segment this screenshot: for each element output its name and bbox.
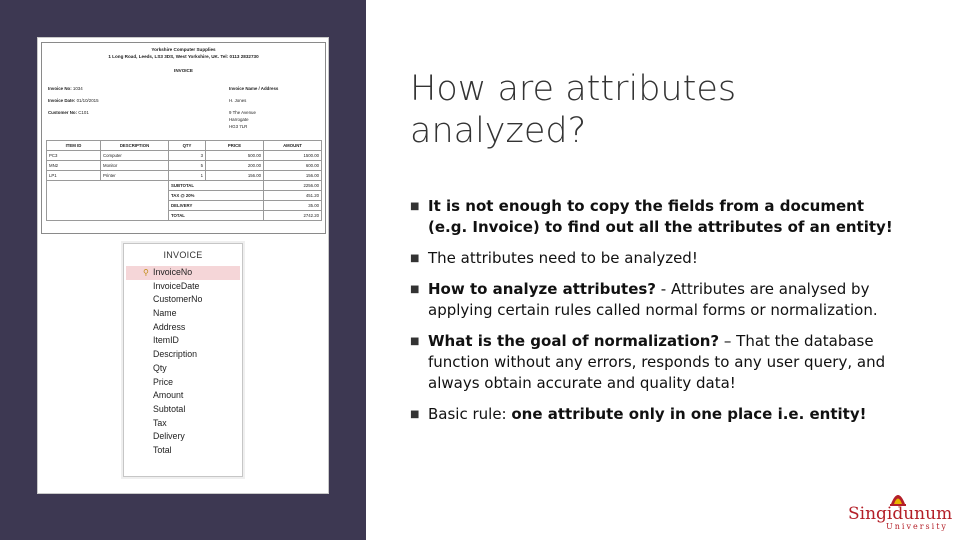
- entity-attribute-primary-key[interactable]: [126, 266, 240, 280]
- totals-label: SUBTOTAL: [169, 181, 264, 191]
- entity-attribute[interactable]: Description: [153, 349, 198, 360]
- table-cell: 1500.00: [264, 151, 322, 161]
- bullet-square-icon: ■: [410, 201, 420, 212]
- table-cell: Monitor: [101, 161, 169, 171]
- name-address-label: Invoice Name / Address: [229, 86, 279, 91]
- table-cell: 156.00: [264, 171, 322, 181]
- logo-sub: University: [886, 522, 948, 531]
- invoice-heading: INVOICE: [174, 68, 193, 73]
- attribute-label: InvoiceNo: [153, 267, 193, 277]
- logo-name: Singidunum: [848, 504, 953, 524]
- entity-attribute[interactable]: Name: [153, 308, 177, 319]
- bullet-bold: How to analyze attributes?: [428, 280, 656, 298]
- table-cell: 156.00: [206, 171, 264, 181]
- entity-attribute[interactable]: Address: [153, 321, 186, 332]
- table-cell: LP1: [47, 171, 101, 181]
- bullet-square-icon: ■: [410, 409, 420, 420]
- entity-attribute[interactable]: Total: [153, 444, 172, 455]
- bullet-text: – That the database function without any errors, responds to any user query, and always obtain accurate and quality data!: [428, 332, 886, 392]
- totals-label: DELIVERY: [169, 201, 264, 211]
- table-cell: Printer: [101, 171, 169, 181]
- table-cell: 3: [169, 151, 206, 161]
- invoice-no: Invoice No: 1034: [48, 86, 83, 91]
- invoice-table: [46, 140, 322, 221]
- table-cell: 200.00: [206, 161, 264, 171]
- entity-attribute[interactable]: Price: [153, 376, 174, 387]
- table-row: [47, 161, 322, 171]
- column-header: QTY: [169, 141, 206, 151]
- column-header: PRICE: [206, 141, 264, 151]
- entity-title: INVOICE: [163, 250, 203, 260]
- invoice-company: Yorkshire Computer Supplies: [151, 47, 216, 52]
- totals-row: [47, 211, 322, 221]
- entity-attribute[interactable]: InvoiceDate: [153, 280, 200, 291]
- table-row: [47, 151, 322, 161]
- invoice-address-line: 1 Long Road, Leeds, LS3 3DS, West Yorkshire, UK. Tel: 0113 2832730: [108, 54, 259, 59]
- customer-no: Customer No: C101: [48, 110, 89, 115]
- bullet-list: [410, 196, 900, 435]
- table-row: [47, 171, 322, 181]
- table-cell: 500.00: [206, 151, 264, 161]
- column-header: ITEM ID: [47, 141, 101, 151]
- bullet-text: The attributes need to be analyzed!: [428, 249, 698, 267]
- table-cell: 600.00: [264, 161, 322, 171]
- bullet-square-icon: ■: [410, 284, 420, 295]
- column-header: AMOUNT: [264, 141, 322, 151]
- bullet-square-icon: ■: [410, 336, 420, 347]
- totals-label: TOTAL: [169, 211, 264, 221]
- bullet-text: - Attributes are analysed by applying certain rules called normal forms or normalization.: [428, 280, 878, 319]
- entity-attribute[interactable]: Qty: [153, 362, 167, 373]
- bullet-item: [410, 279, 900, 321]
- figure-panel: [37, 37, 329, 494]
- bullet-bold: What is the goal of normalization?: [428, 332, 720, 350]
- bullet-item: [410, 196, 900, 238]
- totals-value: 451.20: [264, 191, 322, 201]
- title-line: How are attributes: [410, 69, 737, 109]
- totals-value: 35.00: [264, 201, 322, 211]
- entity-attribute[interactable]: Subtotal: [153, 403, 186, 414]
- key-icon: ⚲: [143, 268, 149, 277]
- entity-attribute[interactable]: CustomerNo: [153, 294, 203, 305]
- entity-attribute[interactable]: Delivery: [153, 431, 185, 442]
- bullet-text: Basic rule:: [428, 405, 512, 423]
- address-line: HG3 7LR: [229, 124, 248, 129]
- bullet-bold: one attribute only in one place i.e. entity!: [511, 405, 867, 423]
- totals-row: [47, 181, 322, 191]
- table-cell: MN2: [47, 161, 101, 171]
- invoice-date: Invoice Date: 01/10/2015: [48, 98, 99, 103]
- table-header-row: [47, 141, 322, 151]
- bullet-item: [410, 248, 900, 269]
- address-line: 9 The Avenue: [229, 110, 256, 115]
- invoice-document: [41, 42, 326, 234]
- totals-value: 2256.00: [264, 181, 322, 191]
- entity-box-invoice[interactable]: [123, 243, 243, 477]
- table-cell: 1: [169, 171, 206, 181]
- table-cell: Computer: [101, 151, 169, 161]
- university-logo: [848, 490, 952, 534]
- column-header: DESCRIPTION: [101, 141, 169, 151]
- totals-row: [47, 191, 322, 201]
- entity-attribute[interactable]: ItemID: [153, 335, 179, 346]
- totals-value: 2742.20: [264, 211, 322, 221]
- totals-row: [47, 201, 322, 211]
- table-cell: 5: [169, 161, 206, 171]
- bullet-item: [410, 404, 900, 425]
- bullet-bold: It is not enough to copy the fields from a document (e.g. Invoice) to find out all the attributes of an entity!: [428, 197, 893, 236]
- address-line: Harrogate: [229, 117, 249, 122]
- title-line: analyzed?: [410, 111, 587, 151]
- bullet-item: [410, 331, 900, 394]
- address-line: H. Jones: [229, 98, 247, 103]
- bullet-square-icon: ■: [410, 253, 420, 264]
- entity-attribute[interactable]: Tax: [153, 417, 167, 428]
- totals-label: TAX @ 20%: [169, 191, 264, 201]
- entity-attribute[interactable]: Amount: [153, 390, 184, 401]
- slide-title: [410, 68, 910, 152]
- table-cell: PC3: [47, 151, 101, 161]
